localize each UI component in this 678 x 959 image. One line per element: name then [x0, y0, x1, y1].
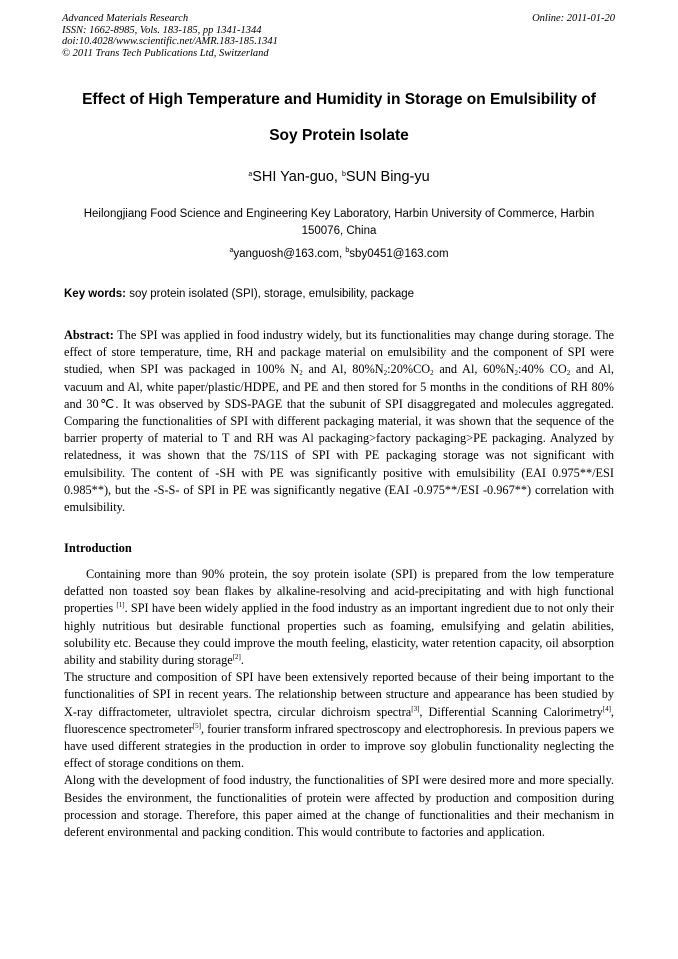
subscript: 2: [299, 369, 303, 378]
journal-meta: [62, 13, 278, 59]
abstract-text-4: and Al, 60%N: [433, 362, 515, 377]
paper-title-line-2: Soy Protein Isolate: [269, 127, 409, 144]
abstract-text-6: and Al, vacuum and Al, white paper/plastic/HDPE, and PE and then stored for 5 months in the conditions of RH 80% and 30℃. It was observed by SDS-PAGE that the subunit of SPI disaggregated and molecules aggregated. Comparing the functionalities of SPI with different packaging material, it was shown that the sequence of the barrier property of material to T and RH was Al packaging>factory packaging>PE packaging. Analyzed by relatedness, it was shown that the 7S/11S of SPI with PE packaging storage was not significant with emulsibility. The content of -SH with PE was significantly positive with emulsibility (EAI 0.975**/ESI 0.985**), but the -S-S- of SPI in PE was significantly negative (EAI -0.975**/ESI -0.967**) correlation with emulsibility.: [64, 362, 614, 515]
email-b-mark: b: [345, 247, 350, 254]
abstract-text-3: :20%CO: [387, 362, 431, 377]
abstract-label: Abstract:: [64, 328, 114, 342]
intro-paragraph-3: Along with the development of food industry, the functionalities of SPI were desired more and more specially. Besides the environment, the functionalities of protein were affected by production and composition during procession and storage. Therefore, this paper aimed at the change of functionalities and their mechanism in deferent environmental and packing condition. This would contribute to factories and application.: [64, 773, 614, 840]
author-list: [0, 169, 678, 185]
subscript: 2: [566, 369, 571, 378]
intro-text: Containing more than 90% protein, the soy protein isolate (SPI) is prepared from the low temperature defatted non toasted soy bean flakes by alkaline-resolving and acid-precipitating and with high functional properties: [64, 567, 614, 616]
section-heading-introduction: Introduction: [64, 541, 132, 555]
intro-text: . SPI have been widely applied in the food industry as an important ingredient due to not only their highly nutritious but desirable functional properties such as foaming, emulsifying and gelatin abilities, solubility etc. Because they could improve the mouth feeling, elasticity, water retention capacity, oil absorption ability and stability during storage: [64, 601, 614, 668]
author-b-name: SUN Bing-yu: [345, 169, 430, 185]
intro-paragraph-1: [64, 566, 614, 669]
intro-text: , fourier transform infrared spectroscopy and electrophoresis. In previous papers we have used different strategies in the production in order to improve soy globulin functionality neglecting the effect of storage conditions on them.: [64, 721, 614, 771]
introduction-body: [64, 566, 614, 841]
intro-paragraph-2: [64, 669, 614, 772]
abstract-text-5: :40% CO: [518, 362, 567, 377]
intro-text: The structure and composition of SPI have been extensively reported because of their being important to the functionalities of SPI in recent years. The relationship between structure and appearance has been studied by X-ray diffractometer, ultraviolet spectra, circular dichroism spectra: [64, 670, 614, 719]
affiliation: Heilongjiang Food Science and Engineering Key Laboratory, Harbin University of Commerce, Harbin 150076, China: [83, 208, 595, 237]
doi-line: doi:10.4028/www.scientific.net/AMR.183-185.1341: [62, 36, 278, 47]
email-list: [0, 248, 678, 260]
subscript: 2: [430, 369, 434, 378]
author-b-mark: b: [341, 171, 346, 178]
abstract-text-1: The SPI was applied in food industry widely, but its functionalities may change during storage. The effect of store temperature, time, RH and package material on emulsibility and the component of SPI were studied, when SPI was packaged in 100% N: [64, 328, 614, 377]
email-a: yanguosh@163.com,: [233, 248, 346, 260]
citation-ref: [3]: [411, 704, 420, 713]
abstract: [64, 327, 614, 516]
email-b: sby0451@163.com: [349, 248, 449, 260]
paper-title-line-1: Effect of High Temperature and Humidity in Storage on Emulsibility of: [82, 91, 596, 108]
intro-text: .: [240, 653, 244, 668]
intro-text: , fluorescence spectrometer: [64, 704, 614, 736]
keywords-label: Key words:: [64, 288, 126, 300]
citation-ref: [1]: [116, 601, 125, 610]
citation-ref: [4]: [602, 704, 611, 713]
citation-ref: [5]: [192, 721, 201, 730]
abstract-text-2: and Al, 80%N: [302, 362, 384, 377]
online-date: Online: 2011-01-20: [532, 13, 615, 24]
author-a-name: SHI Yan-guo,: [252, 169, 342, 185]
copyright-line: © 2011 Trans Tech Publications Ltd, Switzerland: [62, 47, 269, 59]
author-a-mark: a: [248, 171, 253, 178]
keywords-text: soy protein isolated (SPI), storage, emulsibility, package: [126, 288, 415, 300]
issn-line: ISSN: 1662-8985, Vols. 183-185, pp 1341-1344: [62, 24, 262, 36]
subscript: 2: [383, 369, 388, 378]
email-a-mark: a: [229, 247, 234, 254]
subscript: 2: [514, 369, 519, 378]
intro-text: , Differential Scanning Calorimetry: [419, 704, 603, 719]
journal-name: Advanced Materials Research: [62, 13, 189, 24]
keywords: [64, 288, 616, 300]
citation-ref: [2]: [232, 653, 241, 662]
